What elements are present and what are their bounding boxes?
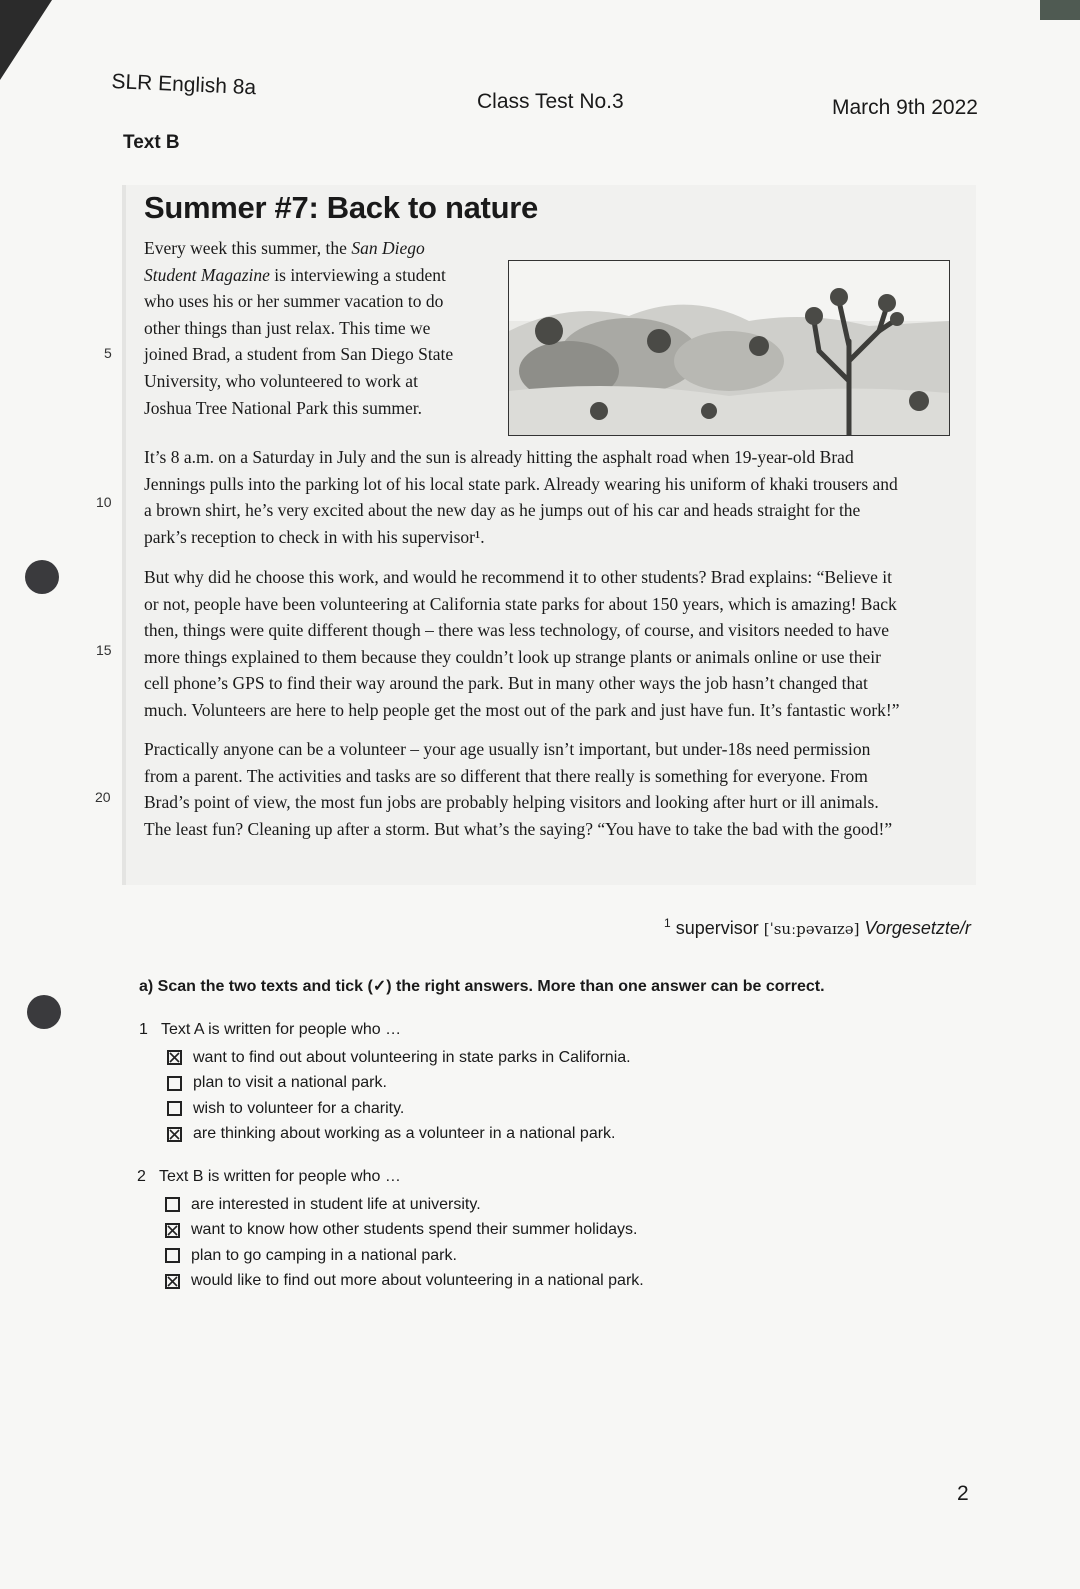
page-number: 2 [957,1482,969,1505]
text-line: Brad’s point of view, the most fun jobs are probably helping visitors and looking after hurt or ill animals. [144,792,879,813]
intro-line-2b: is interviewing a student [269,264,446,285]
checkbox-checked[interactable] [167,1127,182,1142]
line-number-10: 10 [96,494,112,510]
checkbox-empty[interactable] [165,1197,180,1212]
option-label: are interested in student life at university. [191,1195,481,1213]
line-number-15: 15 [96,642,112,658]
intro-line: joined Brad, a student from San Diego State [144,344,454,365]
option-label: would like to find out more about volunteering in a national park. [191,1272,644,1290]
checkbox-checked[interactable] [167,1050,182,1065]
answer-option[interactable] [137,1243,644,1269]
paragraph-1 [144,444,944,550]
scan-corner-shadow [0,0,60,80]
option-label: want to know how other students spend their summer holidays. [191,1221,638,1239]
punch-hole-bottom [27,995,61,1029]
intro-line-1a: Every week this summer, the [144,238,352,258]
text-line: It’s 8 a.m. on a Saturday in July and the sun is already hitting the asphalt road when 19-year-old Brad [144,447,854,467]
answer-option[interactable] [139,1045,631,1071]
checkbox-checked[interactable] [165,1223,180,1238]
answer-option[interactable] [139,1096,631,1122]
text-line: or not, people have been volunteering at California state parks for about 150 years, which is amazing! Back [144,593,897,614]
test-date: March 9th 2022 [832,96,978,119]
question-number: 2 [137,1168,146,1185]
answer-option[interactable] [137,1192,644,1218]
checkbox-empty[interactable] [167,1076,182,1091]
option-label: are thinking about working as a volunteer in a national park. [193,1125,616,1143]
question-text: Text A is written for people who … [160,1021,402,1038]
checkbox-empty[interactable] [167,1101,182,1116]
text-line: more things explained to them because they couldn’t look up strange plants or animals online or use their [144,646,881,667]
article-intro [144,235,489,421]
text-line: much. Volunteers are here to help people get the most out of the park and just have fun. It’s fantastic work!” [144,699,900,720]
text-line: But why did he choose this work, and would he recommend it to other students? Brad explains: “Believe it [144,567,892,587]
question-stem [139,1021,631,1039]
question-1 [139,1021,631,1147]
intro-line [144,235,489,262]
answer-option[interactable] [139,1122,631,1148]
text-line: park’s reception to check in with his supervisor¹. [144,526,485,547]
paragraph-3 [144,736,944,842]
checkbox-checked[interactable] [165,1274,180,1289]
question-2 [137,1168,644,1294]
punch-hole-top [25,560,59,594]
intro-line [144,262,489,289]
footnote-word: supervisor [675,918,759,938]
magazine-name-b: Student Magazine [144,264,270,285]
text-line: The least fun? Cleaning up after a storm. But what’s the saying? “You have to take the bad with the good!” [144,818,893,839]
answer-option[interactable] [137,1269,644,1295]
section-label: Text B [123,132,180,153]
task-heading: a) Scan the two texts and tick (✓) the right answers. More than one answer can be correct. [139,978,825,995]
text-line: from a parent. The activities and tasks are so different that there really is something for everyone. From [144,765,868,786]
scan-corner-tab [1040,0,1080,20]
text-line: Practically anyone can be a volunteer – your age usually isn’t important, but under-18s need permission [144,739,871,759]
footnote-phonetic: [ˈsuːpəvaɪzə] [763,920,860,938]
joshua-tree-photo [508,260,950,436]
question-number: 1 [139,1021,148,1038]
footnote-marker: 1 [664,916,671,930]
answer-option[interactable] [137,1218,644,1244]
footnote-translation: Vorgesetzte/r [864,918,971,938]
option-label: plan to visit a national park. [193,1074,387,1092]
line-number-5: 5 [104,345,112,361]
text-line: a brown shirt, he’s very excited about the new day as he jumps out of his car and heads straight for the [144,500,861,521]
intro-line: University, who volunteered to work at [144,370,418,391]
course-title: SLR English 8a [110,70,257,100]
question-stem [137,1168,644,1186]
question-text: Text B is written for people who … [158,1168,401,1185]
article-title: Summer #7: Back to nature [144,190,538,225]
magazine-name-a: San Diego [351,238,425,258]
intro-line: other things than just relax. This time we [144,317,431,338]
text-line: Jennings pulls into the parking lot of his local state park. Already wearing his uniform of khaki trousers and [144,473,898,494]
footnote [664,916,971,939]
test-title: Class Test No.3 [477,90,624,113]
text-line: then, things were quite different though – there was less technology, of course, and visitors needed to have [144,620,890,641]
intro-line: Joshua Tree National Park this summer. [144,397,423,418]
answer-option[interactable] [139,1071,631,1097]
paragraph-2 [144,564,944,724]
text-line: cell phone’s GPS to find their way around the park. But in many other ways the job hasn’t changed that [144,673,868,694]
intro-line: who uses his or her summer vacation to do [144,291,444,312]
option-label: wish to volunteer for a charity. [193,1099,405,1117]
checkbox-empty[interactable] [165,1248,180,1263]
line-number-20: 20 [95,789,111,805]
option-label: plan to go camping in a national park. [191,1246,457,1264]
option-label: want to find out about volunteering in state parks in California. [193,1048,631,1066]
